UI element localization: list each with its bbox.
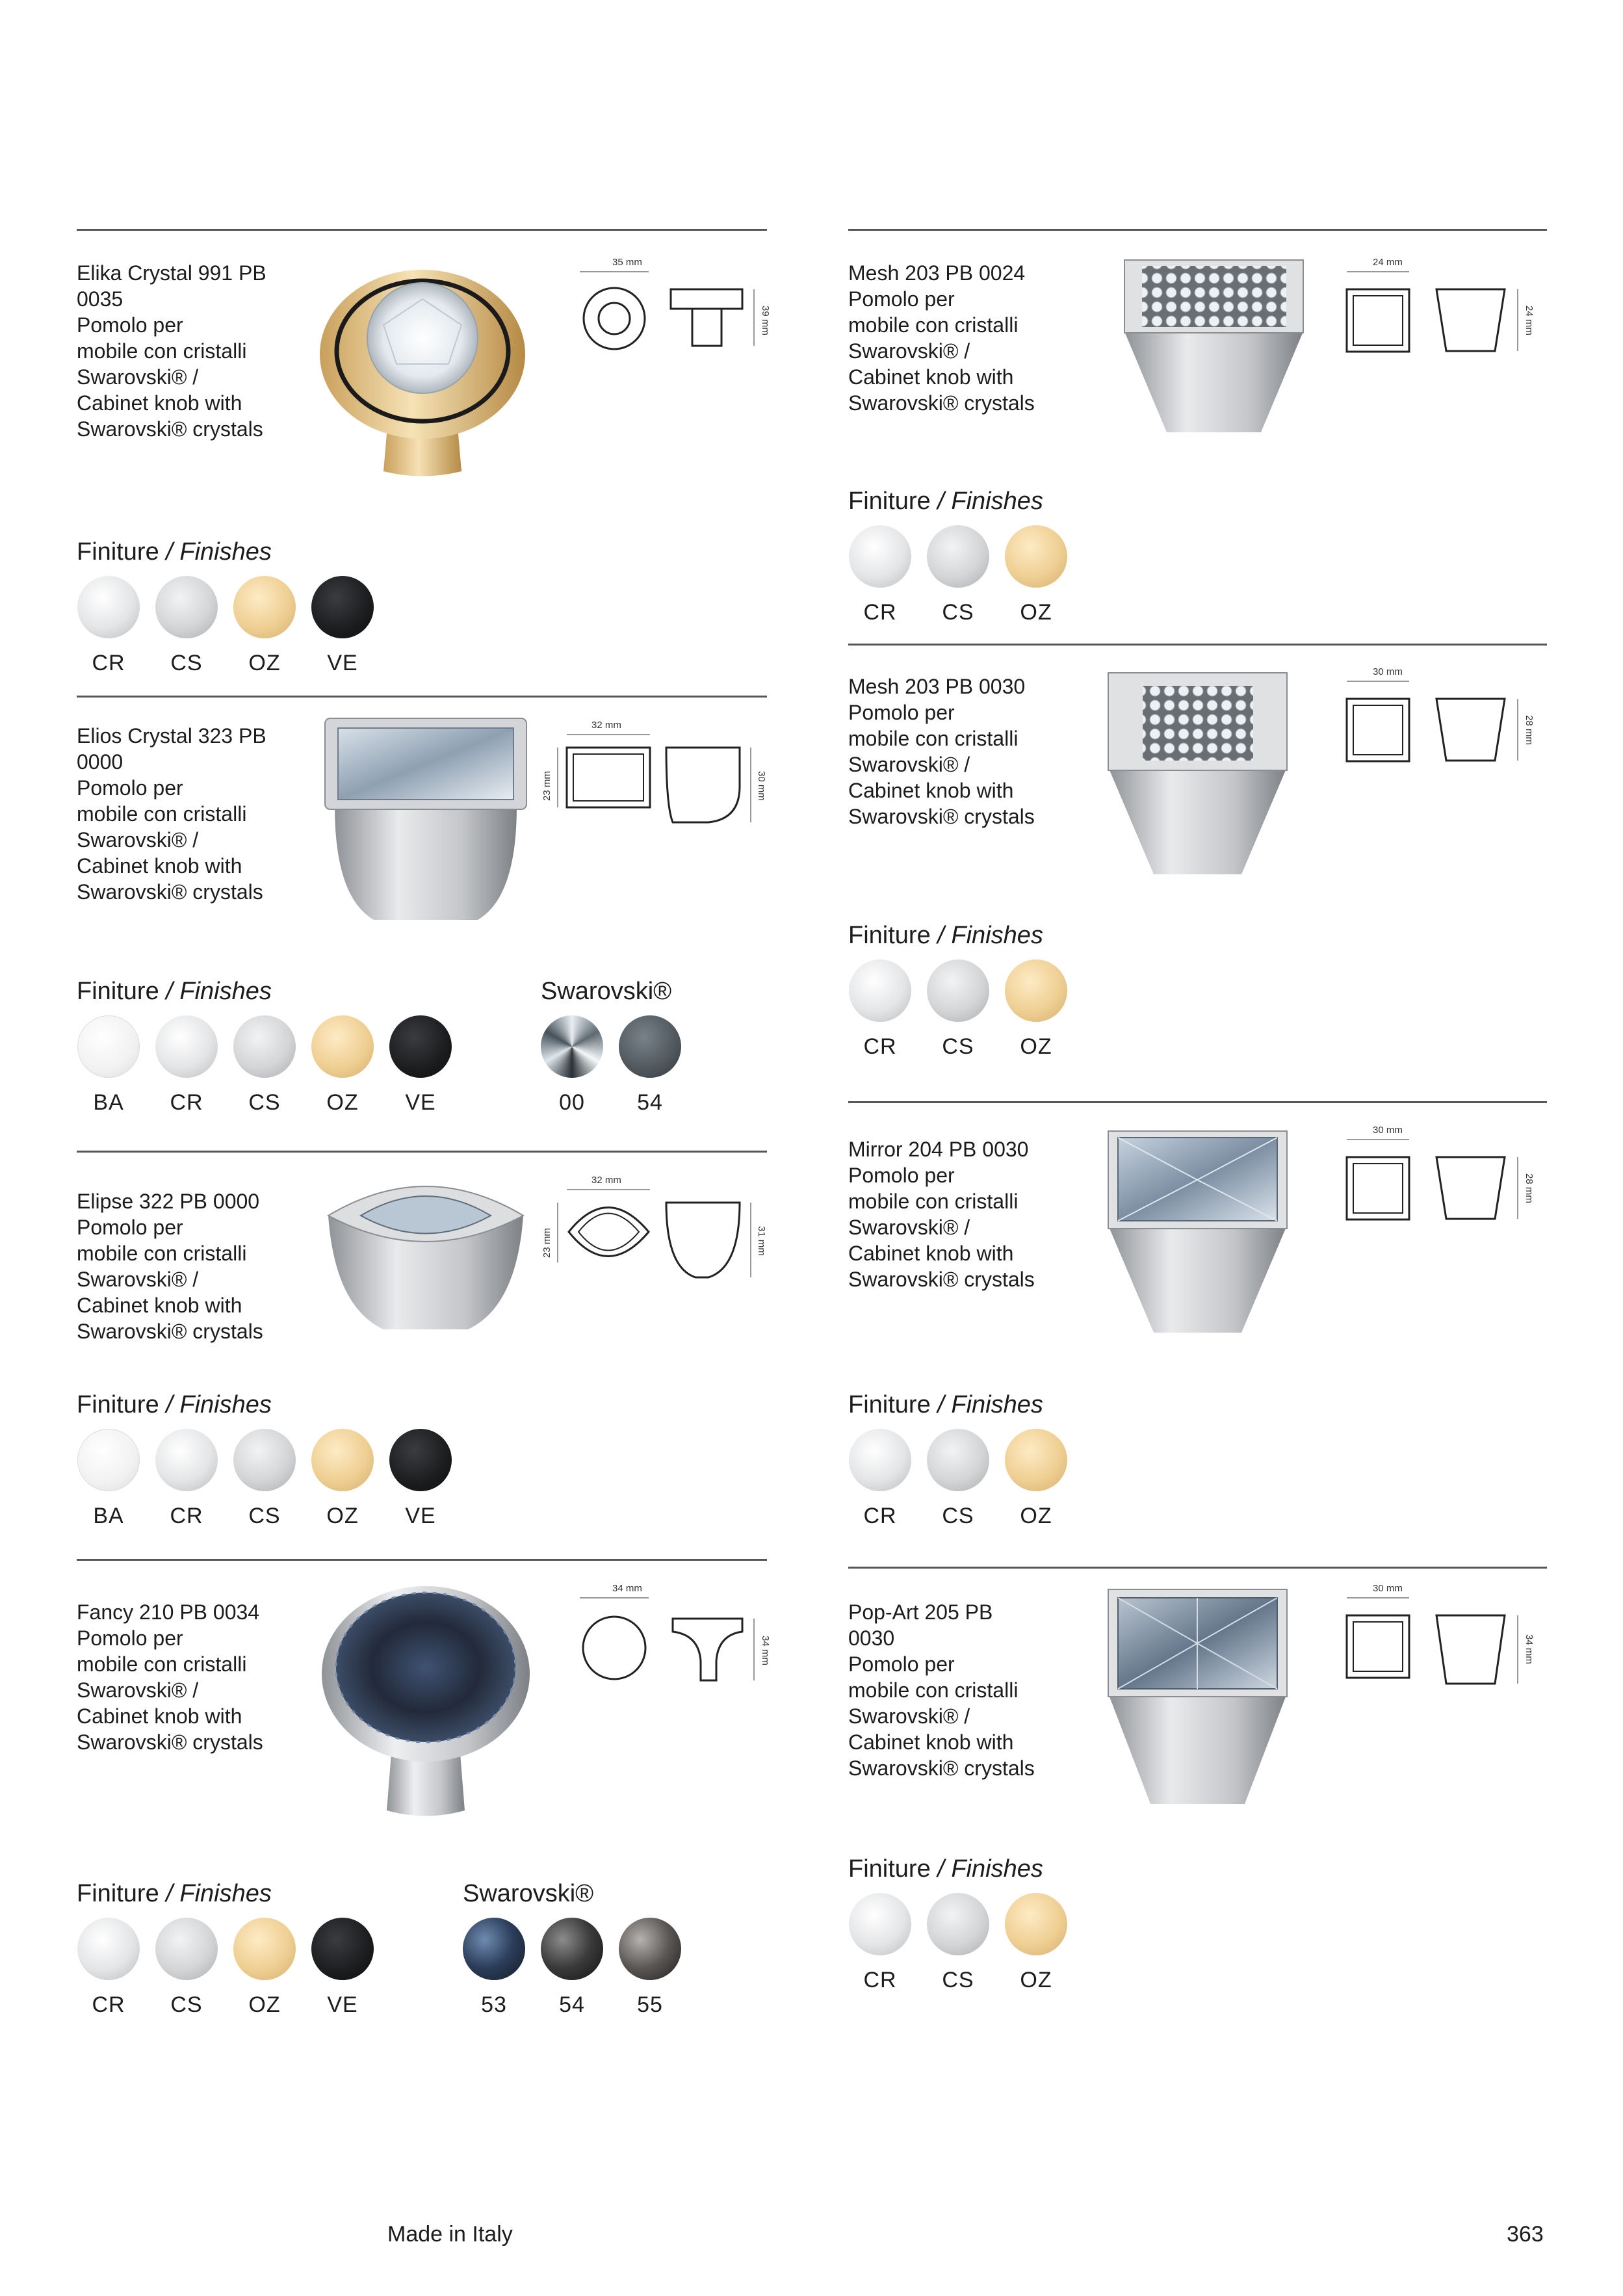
finish-code: CR <box>92 651 125 675</box>
swatch-CR[interactable] <box>841 1429 919 1529</box>
finishes-heading <box>848 920 1043 950</box>
finish-dot <box>77 1429 140 1491</box>
finish-code: OZ <box>1020 1968 1052 1992</box>
swatch-53[interactable] <box>455 1918 533 2018</box>
divider <box>848 229 1547 231</box>
product-title-en: Cabinet knob with Swarovski® crystals <box>848 1730 1035 1780</box>
dimension-drawing-fancy <box>572 1580 771 1690</box>
finish-code: OZ <box>326 1504 359 1528</box>
swatch-OZ[interactable] <box>304 1429 382 1529</box>
divider <box>77 1559 767 1561</box>
finish-dot <box>389 1429 452 1491</box>
dim-width: 24 mm <box>1373 257 1403 268</box>
finish-code: OZ <box>326 1090 359 1115</box>
finish-swatches-mesh-24 <box>841 525 1075 625</box>
knob-photo-elipse <box>322 1170 530 1339</box>
finish-code: OZ <box>248 1992 281 2017</box>
knob-photo-mesh-30 <box>1105 670 1293 878</box>
dimension-drawing-mirror <box>1339 1121 1547 1232</box>
swatch-55[interactable] <box>611 1918 689 2018</box>
finishes-label: Finiture <box>77 1880 159 1907</box>
divider <box>848 1567 1547 1569</box>
finishes-label-en: / Finishes <box>937 1855 1043 1883</box>
crystal-code: 55 <box>637 1992 663 2017</box>
finish-code: CS <box>942 1504 974 1528</box>
crystal-swatches-fancy <box>455 1918 689 2018</box>
finish-dot <box>927 959 989 1022</box>
dimension-drawing-elika <box>572 254 771 358</box>
finish-dot <box>155 1429 218 1491</box>
divider <box>848 644 1547 646</box>
product-title: Mesh 203 PB 0030 Pomolo per mobile con cristalli Swarovski® / <box>848 675 1026 776</box>
dim-depth: 23 mm <box>541 1228 552 1258</box>
swatch-CS[interactable] <box>148 1918 226 2018</box>
finish-swatches-mesh-30 <box>841 959 1075 1060</box>
finish-dot <box>155 1015 218 1078</box>
dim-height: 28 mm <box>1524 1173 1535 1203</box>
divider <box>77 229 767 231</box>
swatch-VE[interactable] <box>304 1918 382 2018</box>
swatch-VE[interactable] <box>304 576 382 676</box>
dim-width: 30 mm <box>1373 1583 1403 1594</box>
swatch-OZ[interactable] <box>304 1015 382 1115</box>
product-mesh-30 <box>848 673 1069 829</box>
product-title: Mirror 204 PB 0030 Pomolo per mobile con cristalli Swarovski® / <box>848 1138 1029 1239</box>
product-pop-art <box>848 1599 1069 1781</box>
dim-width: 30 mm <box>1373 666 1403 677</box>
finishes-label: Finiture <box>77 978 159 1005</box>
finish-dot <box>389 1015 452 1078</box>
dim-width: 30 mm <box>1373 1125 1403 1136</box>
swatch-CS[interactable] <box>919 959 997 1060</box>
finish-code: CR <box>863 1968 897 1992</box>
product-title-en: Cabinet knob with Swarovski® crystals <box>77 1294 263 1343</box>
swatch-BA[interactable] <box>70 1429 148 1529</box>
finishes-label: Finiture <box>848 1855 931 1883</box>
finish-code: CS <box>248 1504 281 1528</box>
finish-code: CR <box>863 600 897 625</box>
crystal-swatches-elios <box>533 1015 689 1115</box>
product-elika <box>77 260 298 442</box>
product-mirror <box>848 1136 1069 1292</box>
knob-photo-elios <box>322 715 530 930</box>
finishes-label-en: / Finishes <box>166 1880 272 1907</box>
crystal-dot <box>541 1015 603 1078</box>
finish-dot <box>849 959 911 1022</box>
finish-code: BA <box>93 1504 124 1528</box>
finishes-label: Finiture <box>848 1391 931 1418</box>
finish-swatches-pop-art <box>841 1893 1075 1993</box>
dim-height: 24 mm <box>1524 306 1535 335</box>
finishes-heading <box>77 537 272 567</box>
finish-code: CR <box>170 1090 203 1115</box>
finishes-heading <box>848 1854 1043 1884</box>
finish-code: VE <box>405 1504 436 1528</box>
product-title: Elios Crystal 323 PB 0000 Pomolo per mobile con cristalli Swarovski® / <box>77 724 266 852</box>
finish-dot <box>927 525 989 588</box>
finish-code: VE <box>327 651 358 675</box>
swatch-OZ[interactable] <box>997 1893 1075 1993</box>
finish-code: CS <box>170 651 203 675</box>
finish-dot <box>233 576 296 638</box>
dim-height: 39 mm <box>760 306 771 335</box>
finish-code: BA <box>93 1090 124 1115</box>
finish-dot <box>311 1918 374 1980</box>
product-title-en: Cabinet knob with Swarovski® crystals <box>848 1242 1035 1291</box>
dim-height: 34 mm <box>1524 1634 1535 1664</box>
knob-photo-mirror <box>1105 1128 1293 1336</box>
page-number: 363 <box>1507 2222 1544 2247</box>
finish-dot <box>77 1015 140 1078</box>
finish-code: OZ <box>1020 1034 1052 1059</box>
swatch-CR[interactable] <box>841 959 919 1060</box>
product-elios <box>77 723 298 905</box>
finishes-heading <box>77 1879 272 1909</box>
product-title-en: Cabinet knob with Swarovski® crystals <box>848 365 1035 415</box>
knob-photo-fancy <box>315 1580 536 1820</box>
finish-dot <box>1005 1429 1067 1491</box>
finish-dot <box>233 1918 296 1980</box>
swatch-CS[interactable] <box>919 525 997 625</box>
swatch-CR[interactable] <box>148 1429 226 1529</box>
finishes-label: Finiture <box>77 1391 159 1418</box>
finish-code: CS <box>942 1968 974 1992</box>
dim-width: 32 mm <box>591 720 621 731</box>
finish-swatches-elios <box>70 1015 460 1115</box>
finish-code: CR <box>170 1504 203 1528</box>
finishes-label: Finiture <box>848 488 931 515</box>
finish-code: CS <box>248 1090 281 1115</box>
swatch-CR[interactable] <box>841 1893 919 1993</box>
divider <box>77 696 767 698</box>
product-title: Elika Crystal 991 PB 0035 Pomolo per mobile con cristalli Swarovski® / <box>77 261 266 389</box>
finish-code: CS <box>170 1992 203 2017</box>
crystal-code: 54 <box>559 1992 585 2017</box>
divider <box>77 1151 767 1153</box>
crystal-dot <box>541 1918 603 1980</box>
finish-dot <box>1005 1893 1067 1955</box>
finish-code: CS <box>942 600 974 625</box>
knob-photo-elika <box>312 254 533 488</box>
swatch-OZ[interactable] <box>997 525 1075 625</box>
dim-height: 30 mm <box>756 771 767 801</box>
finish-dot <box>927 1429 989 1491</box>
finish-dot <box>311 1429 374 1491</box>
finish-dot <box>1005 525 1067 588</box>
finish-code: CR <box>863 1504 897 1528</box>
crystal-dot <box>619 1918 681 1980</box>
finish-code: CR <box>863 1034 897 1059</box>
finish-dot <box>849 1429 911 1491</box>
swatch-OZ[interactable] <box>997 959 1075 1060</box>
finishes-label-en: / Finishes <box>166 538 272 566</box>
finish-code: CR <box>92 1992 125 2017</box>
finishes-heading <box>77 1390 272 1420</box>
swatch-CR[interactable] <box>70 576 148 676</box>
finishes-label-en: / Finishes <box>937 1391 1043 1418</box>
finish-dot <box>849 1893 911 1955</box>
product-title: Mesh 203 PB 0024 Pomolo per mobile con cristalli Swarovski® / <box>848 261 1026 363</box>
finishes-label: Finiture <box>848 922 931 949</box>
finishes-label-en: / Finishes <box>166 978 272 1005</box>
crystal-code: 53 <box>481 1992 507 2017</box>
finish-code: OZ <box>248 651 281 675</box>
finish-dot <box>311 1015 374 1078</box>
product-title: Fancy 210 PB 0034 Pomolo per mobile con cristalli Swarovski® / <box>77 1600 260 1702</box>
crystal-dot <box>463 1918 525 1980</box>
finish-code: OZ <box>1020 1504 1052 1528</box>
dimension-drawing-elios <box>533 715 767 826</box>
swatch-BA[interactable] <box>70 1015 148 1115</box>
finishes-label-en: / Finishes <box>166 1391 272 1418</box>
swatch-54[interactable] <box>611 1015 689 1115</box>
crystal-dot <box>619 1015 681 1078</box>
finish-dot <box>233 1429 296 1491</box>
finishes-label: Finiture <box>77 538 159 566</box>
finish-dot <box>927 1893 989 1955</box>
finish-code: VE <box>405 1090 436 1115</box>
dim-depth: 23 mm <box>541 771 552 801</box>
product-fancy <box>77 1599 298 1755</box>
finishes-label-en: / Finishes <box>937 922 1043 949</box>
product-title-en: Cabinet knob with Swarovski® crystals <box>848 779 1035 828</box>
swatch-VE[interactable] <box>382 1429 460 1529</box>
finish-code: CS <box>942 1034 974 1059</box>
finish-dot <box>233 1015 296 1078</box>
swatch-OZ[interactable] <box>997 1429 1075 1529</box>
finish-swatches-mirror <box>841 1429 1075 1529</box>
product-title-en: Cabinet knob with Swarovski® crystals <box>77 854 263 904</box>
swatch-00[interactable] <box>533 1015 611 1115</box>
finish-code: VE <box>327 1992 358 2017</box>
dimension-drawing-elipse <box>533 1170 767 1281</box>
swatch-VE[interactable] <box>382 1015 460 1115</box>
finish-dot <box>155 1918 218 1980</box>
finish-swatches-elipse <box>70 1429 460 1529</box>
product-elipse <box>77 1188 298 1344</box>
swatch-CS[interactable] <box>148 576 226 676</box>
crystal-code: 54 <box>637 1090 663 1115</box>
dim-height: 31 mm <box>756 1226 767 1256</box>
dimension-drawing-mesh-30 <box>1339 663 1547 774</box>
dim-height: 34 mm <box>760 1636 771 1665</box>
finishes-heading <box>77 976 272 1006</box>
product-title: Pop-Art 205 PB 0030 Pomolo per mobile con cristalli Swarovski® / <box>848 1600 1019 1728</box>
finishes-heading <box>848 1390 1043 1420</box>
swarovski-heading: Swarovski® <box>463 1880 594 1907</box>
swatch-CR[interactable] <box>70 1918 148 2018</box>
product-title-en: Cabinet knob with Swarovski® crystals <box>77 391 263 441</box>
dim-width: 34 mm <box>612 1583 642 1594</box>
finish-dot <box>311 576 374 638</box>
finish-dot <box>1005 959 1067 1022</box>
swatch-OZ[interactable] <box>226 1918 304 2018</box>
product-mesh-24 <box>848 260 1069 416</box>
dim-width: 32 mm <box>591 1175 621 1186</box>
swarovski-heading: Swarovski® <box>541 978 672 1005</box>
swatch-CS[interactable] <box>226 1429 304 1529</box>
finish-dot <box>849 525 911 588</box>
dim-width: 35 mm <box>612 257 642 268</box>
finish-dot <box>77 1918 140 1980</box>
swatch-CS[interactable] <box>226 1015 304 1115</box>
divider <box>848 1101 1547 1103</box>
knob-photo-pop-art <box>1105 1586 1293 1807</box>
crystal-code: 00 <box>559 1090 585 1115</box>
product-title: Elipse 322 PB 0000 Pomolo per mobile con cristalli Swarovski® / <box>77 1190 260 1291</box>
product-title-en: Cabinet knob with Swarovski® crystals <box>77 1704 263 1754</box>
swatch-CR[interactable] <box>841 525 919 625</box>
finish-code: OZ <box>1020 600 1052 625</box>
swatch-CR[interactable] <box>148 1015 226 1115</box>
swatch-OZ[interactable] <box>226 576 304 676</box>
knob-photo-mesh-24 <box>1121 257 1310 439</box>
dimension-drawing-pop-art <box>1339 1580 1547 1690</box>
swatch-CS[interactable] <box>919 1893 997 1993</box>
swatch-CS[interactable] <box>919 1429 997 1529</box>
dim-height: 28 mm <box>1524 715 1535 745</box>
swatch-54[interactable] <box>533 1918 611 2018</box>
finish-swatches-elika <box>70 576 382 676</box>
finish-dot <box>77 576 140 638</box>
finishes-heading <box>848 486 1043 516</box>
dimension-drawing-mesh-24 <box>1339 254 1547 358</box>
finish-dot <box>155 576 218 638</box>
finish-swatches-fancy <box>70 1918 382 2018</box>
finishes-label-en: / Finishes <box>937 488 1043 515</box>
footer-made-in: Made in Italy <box>387 2222 513 2247</box>
